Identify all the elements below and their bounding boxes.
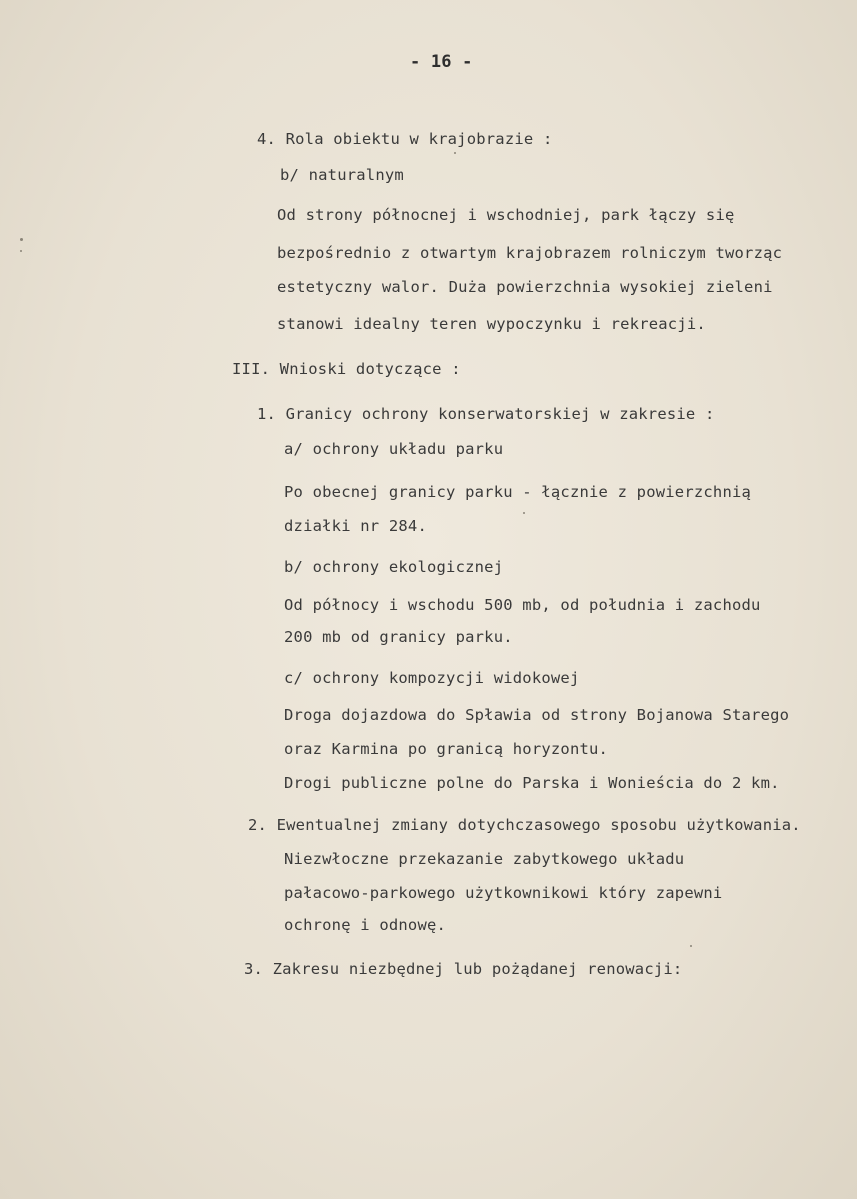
item2-line-1: Niezwłoczne przekazanie zabytkowego układu <box>284 850 685 868</box>
section4-line-1: Od strony północnej i wschodniej, park łączy się <box>277 206 735 224</box>
paper-speck <box>20 238 23 241</box>
page-number: - 16 - <box>410 52 473 72</box>
paper-speck <box>454 152 456 154</box>
section4-heading: 4. Rola obiektu w krajobrazie : <box>257 130 553 148</box>
item1-c-line-2: oraz Karmina po granicą horyzontu. <box>284 740 609 758</box>
item1-a-line-1: Po obecnej granicy parku - łącznie z powierzchnią <box>284 483 752 501</box>
section4-line-4: stanowi idealny teren wypoczynku i rekreacji. <box>277 315 706 333</box>
section4-sub: b/ naturalnym <box>280 166 404 184</box>
section4-line-3: estetyczny walor. Duża powierzchnia wysokiej zieleni <box>277 278 773 296</box>
item1-heading: 1. Granicy ochrony konserwatorskiej w zakresie : <box>257 405 715 423</box>
item1-c-line-3: Drogi publiczne polne do Parska i Wonieścia do 2 km. <box>284 774 780 792</box>
item1-b-line-1: Od północy i wschodu 500 mb, od południa i zachodu <box>284 596 761 614</box>
item2-line-2: pałacowo-parkowego użytkownikowi który zapewni <box>284 884 723 902</box>
item1-c-line-1: Droga dojazdowa do Spławia od strony Bojanowa Starego <box>284 706 790 724</box>
paper-speck <box>690 945 692 947</box>
section3-heading: III. Wnioski dotyczące : <box>232 360 461 378</box>
item1-c-label: c/ ochrony kompozycji widokowej <box>284 669 580 687</box>
item1-b-line-2: 200 mb od granicy parku. <box>284 628 513 646</box>
item1-b-label: b/ ochrony ekologicznej <box>284 558 504 576</box>
section4-line-2: bezpośrednio z otwartym krajobrazem rolniczym tworząc <box>277 244 783 262</box>
paper-speck <box>523 512 525 514</box>
item3-heading: 3. Zakresu niezbędnej lub pożądanej renowacji: <box>244 960 683 978</box>
item2-heading: 2. Ewentualnej zmiany dotychczasowego sposobu użytkowania. <box>248 816 801 834</box>
item1-a-line-2: działki nr 284. <box>284 517 427 535</box>
item2-line-3: ochronę i odnowę. <box>284 916 447 934</box>
item1-a-label: a/ ochrony układu parku <box>284 440 504 458</box>
paper-speck <box>20 250 22 252</box>
